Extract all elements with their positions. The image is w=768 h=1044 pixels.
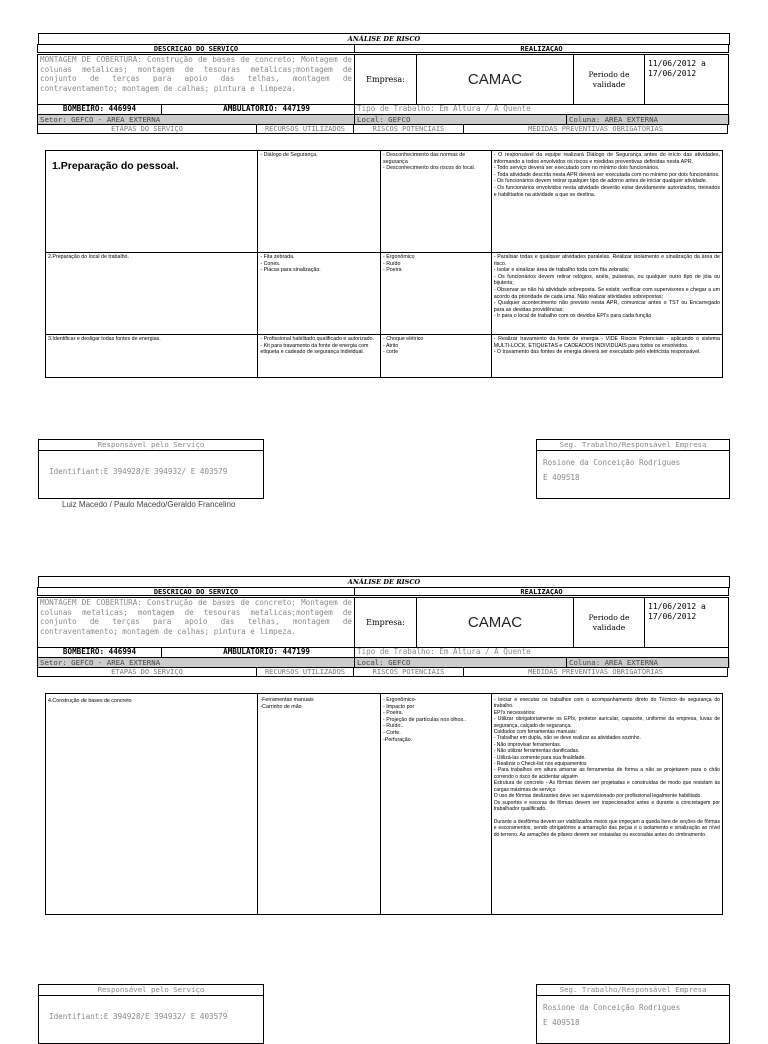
responsible-service-box — [38, 439, 264, 499]
step-risks: - Ergonômico- - Impacto por - Poeira. - Projeção de partículas nos olhos.. - Ruído.. - Corte. -Perfuração. — [381, 694, 492, 914]
responsible-ident: Identifiant:E 394928/E 394932/ E 403579 — [49, 467, 228, 476]
company-label: Empresa: — [354, 597, 417, 648]
realization-header: REALIZAÇÃO — [354, 44, 729, 53]
clinic-number: AMBULATORIO: 447199 — [161, 104, 355, 115]
col-header-resources: RECURSOS UTILIZADOS — [256, 667, 354, 677]
service-description: MONTAGEM DE COBERTURA: Construção de bases de concreto; Montagem de colunas metalicas; montagem de tesouras metalicas;montagem de conjunto de terças para apoio das telhas, montagem de contraventamento; montagem de calhas; pintura e limpeza. — [37, 54, 355, 105]
validity-dates: 11/06/2012 a 17/06/2012 — [644, 597, 729, 648]
realization-header: REALIZAÇÃO — [354, 587, 729, 596]
column: Coluna: AREA EXTERNA — [566, 114, 729, 125]
risk-analysis-page-1 — [38, 33, 730, 134]
table-row — [46, 694, 722, 914]
step-resources: - Profissional habilitado,qualificado e autorizado. - Kit para travamento da fonte de energia com etiqueta e cadeado de segurança individual. — [258, 335, 381, 377]
table-row — [46, 335, 722, 377]
validity-label: Periodo de validade — [573, 597, 645, 648]
step-measures: - O responsável da equipe realizará Diálogo de Segurança antes do início das atividades, informando a todos envolvidos os riscos e medidas preventivas definidas nesta APR. - Todo serviço deverá ser executado com no mínimo dois funcionários. - Toda atividade descrita nesta APR deverá ser executada com no mínimo por dois funcionários. - Os funcionários devem retirar qualquer tipo de adorno antes de iniciar qualquer atividade. - Os funcionários envolvidos nesta atividade deverão estar devidamente autorizados, treinados e habilitados na atividade a que se destina. — [493, 152, 720, 198]
safety-title: Seg. Trabalho/Responsável Empresa — [537, 985, 729, 996]
col-header-resources: RECURSOS UTILIZADOS — [256, 124, 354, 134]
safety-name: Rosione da Conceição Rodrigues — [543, 458, 681, 467]
safety-responsible-box — [536, 984, 730, 1044]
responsible-title: Responsável pelo Serviço — [39, 985, 263, 996]
safety-name: Rosione da Conceição Rodrigues — [543, 1003, 681, 1012]
step-measures: - Iniciar e executar os trabalhos com o acompanhamento direto do Técnico de segurança do trabalho. EPI's necessários: - Utilizar obrigatoriamente os EPIs, protetor auricular, capacete, uniforme da empresa, luvas de segurança, calçado de segurança. Cuidados com ferramentas manuais: - Trabalhar em dupla, não se deve realizar as atividades sozinho. - Não improvisar ferramentas. - Não utilizar ferramentas danificadas. - Utilizá-las somente para sua finalidade. - Realizar o Check-list nos equipamentos - Para trabalhos em altura amarrar as ferramentas de forma a não se projetarem para o chão correndo o risco de acidentar alguém Estrutura de concreto - As fôrmas devem ser projetadas e construídas de modo que resistam às cargas máximas de serviço O uso de fôrmas deslizantes deve ser supervisionado por profissional legalmente habilitado. Os suportes e escoras de fôrmas devem ser inspecionados antes e durante a concretagem por trabalhador qualificado. Durante a desfôrma devem ser viabilizados meios que impeçam a queda livre de seções de fôrmas e escoramentos, sendo obrigatórios a amarração das peças e o isolamento e sinalização ao nível do terreno. As armações de pilares devem ser estaiadas ou escoradas antes do cimbramento. — [493, 697, 720, 838]
step-risks: - Choque elétrico - Atrito - corte — [381, 335, 492, 377]
table-row — [46, 151, 722, 253]
safety-title: Seg. Trabalho/Responsável Empresa — [537, 440, 729, 451]
location: Local: GEFCO — [354, 114, 567, 125]
company-label: Empresa: — [354, 54, 417, 105]
signatory-names: Luiz Macedo / Paulo Macedo/Geraldo Francelino — [62, 500, 236, 509]
firefighter-number: BOMBEIRO: 446994 — [37, 647, 162, 658]
col-header-risks: RISCOS POTENCIAIS — [353, 667, 464, 677]
document-title: ANÁLISE DE RISCO — [38, 576, 730, 588]
step-name: 3.Identificar e desligar todas fontes de energias. — [46, 335, 258, 377]
validity-label: Periodo de validade — [573, 54, 645, 105]
step-name: 4.Construção de bases de concreto — [46, 694, 258, 914]
risk-analysis-page-2 — [38, 576, 730, 677]
work-type: Tipo de Trabalho: Em Altura / A Quente — [354, 647, 729, 658]
step-risks: - Ergonômico - Ruído - Poeira — [381, 253, 492, 334]
col-header-steps: ETAPAS DO SERVIÇO — [37, 124, 257, 134]
safety-responsible-box — [536, 439, 730, 499]
step-resources: - Diálogo de Segurança. — [258, 151, 381, 252]
responsible-service-box — [38, 984, 264, 1044]
column: Coluna: AREA EXTERNA — [566, 657, 729, 668]
sector: Setor: GEFCO - AREA EXTERNA — [37, 114, 355, 125]
description-header: DESCRIÇÃO DO SERVIÇO — [37, 587, 355, 596]
work-type: Tipo de Trabalho: Em Altura / A Quente — [354, 104, 729, 115]
step-risks: - Desconhecimento das normas de segurança - Desconhecimento dos riscos do local. — [381, 151, 492, 252]
step-resources: -Ferramentas manuais -Carrinho de mão — [258, 694, 381, 914]
description-header: DESCRIÇÃO DO SERVIÇO — [37, 44, 355, 53]
steps-table-2 — [45, 693, 723, 915]
step-name: 2.Preparação do local de trabalho. — [46, 253, 258, 334]
location: Local: GEFCO — [354, 657, 567, 668]
col-header-measures: MEDIDAS PREVENTIVAS OBRIGATÓRIAS — [463, 124, 728, 134]
responsible-title: Responsável pelo Serviço — [39, 440, 263, 451]
validity-dates: 11/06/2012 a 17/06/2012 — [644, 54, 729, 105]
clinic-number: AMBULATORIO: 447199 — [161, 647, 355, 658]
safety-id: E 409518 — [543, 1018, 580, 1027]
sector: Setor: GEFCO - AREA EXTERNA — [37, 657, 355, 668]
table-row — [46, 253, 722, 335]
col-header-steps: ETAPAS DO SERVIÇO — [37, 667, 257, 677]
step-resources: - Fita zebrada. - Cones. - Placas para sinalização. — [258, 253, 381, 334]
company-name: CAMAC — [416, 597, 574, 648]
step-measures: - Paralisar todas e qualquer atividades paralelas. Realizar isolamento e sinalização da área de risco. - Isolar e sinalizar área de trabalho toda com fita zebrada; - Os funcionários devem retirar relógios, anéis, pulseiras, ou qualquer outro tipo de jóia ou bijuteria; - Observar se não há atividade sobreposta. Se existir, verificar com supervisores e chegar a um acordo da prioridade de cada uma. Não realizar atividades sobrepostas; - Qualquer acontecimento não previsto nesta APR, comunicar antes o TST ou Encarregado para as devidas providências; - Ir para o local de trabalho com os devidos EPI's para cada função — [493, 254, 720, 320]
col-header-measures: MEDIDAS PREVENTIVAS OBRIGATÓRIAS — [463, 667, 728, 677]
company-name: CAMAC — [416, 54, 574, 105]
safety-id: E 409518 — [543, 473, 580, 482]
step-measures: - Realizar travamento da fonte de energia - VIDE Riscos Potenciais - aplicando o sistema MULTI-LOCK, ETIQUETAS e CADEADOS INDIVIDUAIS para todos os envolvidos. - O travamento das fontes de energia deverá ser executado pelo eletricista responsável. — [493, 336, 720, 356]
firefighter-number: BOMBEIRO: 446994 — [37, 104, 162, 115]
document-title: ANÁLISE DE RISCO — [38, 33, 730, 45]
steps-table-1 — [45, 150, 723, 378]
responsible-ident: Identifiant:E 394928/E 394932/ E 403579 — [49, 1012, 228, 1021]
step-name: 1.Preparação do pessoal. — [46, 151, 258, 252]
col-header-risks: RISCOS POTENCIAIS — [353, 124, 464, 134]
service-description: MONTAGEM DE COBERTURA: Construção de bases de concreto; Montagem de colunas metalicas; montagem de tesouras metalicas;montagem de conjunto de terças para apoio das telhas, montagem de contraventamento; montagem de calhas; pintura e limpeza. — [37, 597, 355, 648]
